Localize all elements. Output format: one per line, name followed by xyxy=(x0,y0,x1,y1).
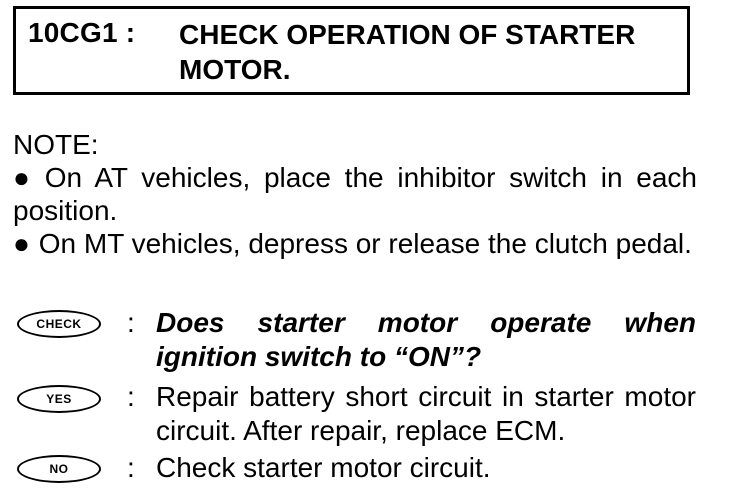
section-header-box xyxy=(13,6,690,95)
yes-action: Repair battery short circuit in starter motor circuit. After repair, replace ECM. xyxy=(156,381,696,446)
check-badge-icon: CHECK xyxy=(17,310,101,338)
no-badge-icon: NO xyxy=(17,455,101,483)
bullet-icon: ● xyxy=(13,228,30,259)
note-bullet-at: ● On AT vehicles, place the inhibitor switch in each position. xyxy=(13,162,697,226)
yes-badge-icon: YES xyxy=(17,385,101,413)
section-title: CHECK OPERATION OF STARTER MOTOR. xyxy=(179,19,636,85)
note-label: NOTE: xyxy=(13,129,99,160)
step-colon: : xyxy=(127,452,135,483)
note-bullet-mt: ● On MT vehicles, depress or release the clutch pedal. xyxy=(13,228,692,259)
bullet-icon: ● xyxy=(13,162,30,193)
check-question: Does starter motor operate when ignition switch to “ON”? xyxy=(156,307,696,372)
no-action: Check starter motor circuit. xyxy=(156,452,491,483)
step-colon: : xyxy=(127,381,135,412)
note-block xyxy=(13,128,697,260)
section-code: 10CG1 : xyxy=(28,17,136,48)
step-colon: : xyxy=(127,307,135,338)
